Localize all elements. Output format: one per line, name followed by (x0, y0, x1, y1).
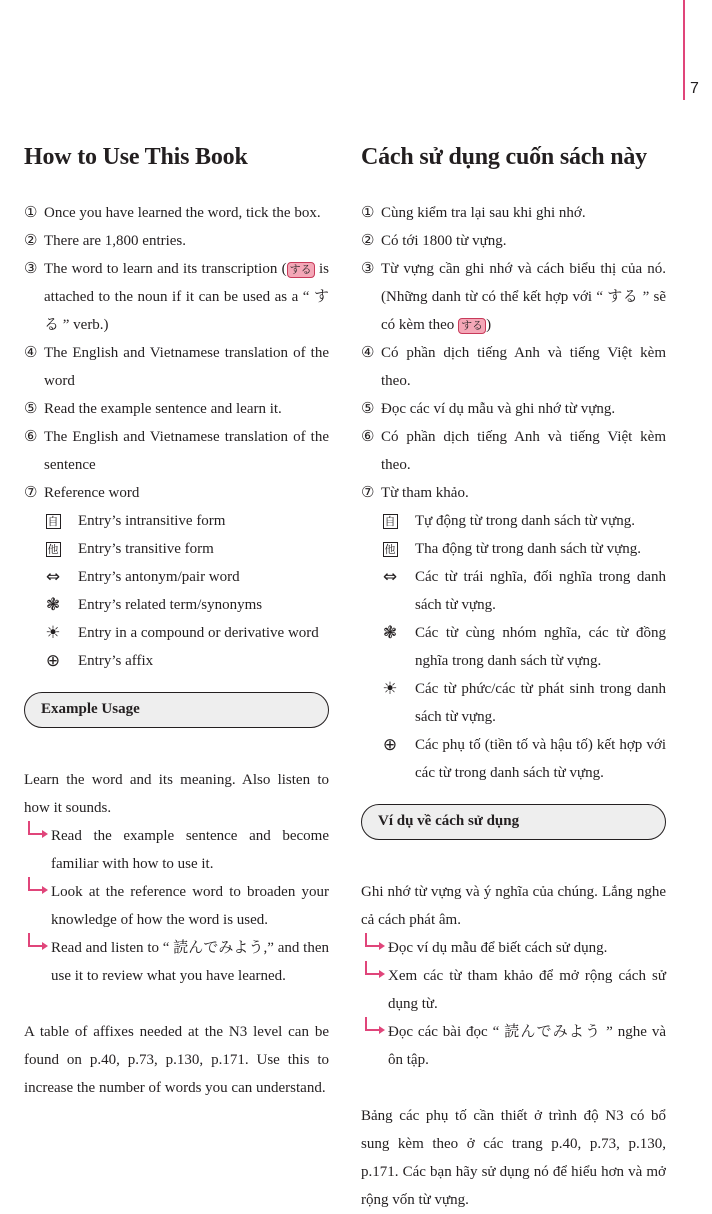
legend-item (361, 507, 666, 535)
step-item (24, 339, 329, 395)
step-item (24, 395, 329, 423)
step-text: Từ tham khảo. (381, 485, 469, 501)
usage-steps (361, 934, 666, 1074)
step-item (24, 255, 329, 339)
legend-text: Entry’s intransitive form (78, 513, 226, 529)
step-item (361, 227, 666, 255)
arrow-icon (363, 960, 387, 984)
intransitive-icon: 自 (47, 515, 59, 528)
legend-text: Các từ cùng nhóm nghĩa, các từ đồng nghĩa trong danh sách từ vựng. (415, 625, 666, 669)
antonym-icon: ⇔ (45, 567, 61, 587)
step-number: ① (24, 205, 38, 221)
step-number: ② (24, 233, 38, 249)
step-text: Cùng kiểm tra lại sau khi ghi nhớ. (381, 205, 586, 221)
suru-badge: する (287, 262, 315, 278)
legend-item (361, 675, 666, 731)
step-number: ⑦ (24, 485, 38, 501)
legend-text: Entry’s affix (78, 653, 154, 669)
legend-item (24, 563, 329, 591)
step-text: ) (486, 317, 492, 333)
page-number: 7 (690, 80, 699, 97)
step-item (361, 395, 666, 423)
step-number: ⑤ (24, 401, 38, 417)
synonym-icon: ❃ (382, 623, 398, 643)
step-number: ④ (361, 345, 375, 361)
legend-text: Tự động từ trong danh sách từ vựng. (415, 513, 635, 529)
antonym-icon: ⇔ (382, 567, 398, 587)
reference-legend (361, 507, 666, 787)
step-text: Đọc các ví dụ mẫu và ghi nhớ từ vựng. (381, 401, 616, 417)
usage-step (24, 822, 329, 878)
usage-step-text: Đọc ví dụ mẫu để biết cách sử dụng. (388, 940, 608, 956)
step-number: ⑦ (361, 485, 375, 501)
step-list (24, 199, 329, 507)
arrow-icon (363, 932, 387, 956)
arrow-icon (26, 876, 50, 900)
step-text: Có phần dịch tiếng Anh và tiếng Việt kèm theo. (381, 429, 666, 473)
step-item (361, 339, 666, 395)
step-item (361, 423, 666, 479)
example-usage-badge: Ví dụ về cách sử dụng (361, 804, 666, 840)
example-usage-badge: Example Usage (24, 692, 329, 728)
usage-step (24, 878, 329, 934)
affix-icon: ⊕ (382, 735, 398, 755)
step-item (24, 227, 329, 255)
legend-text: Các từ phức/các từ phát sinh trong danh sách từ vựng. (415, 681, 666, 725)
transitive-icon: 他 (384, 543, 396, 556)
usage-step-text: Đọc các bài đọc “ 読んでみよう ” nghe và ôn tập. (388, 1024, 666, 1068)
step-text: Once you have learned the word, tick the box. (44, 205, 321, 221)
step-item (24, 423, 329, 479)
page-edge-line (683, 0, 685, 100)
step-number: ③ (24, 261, 38, 277)
step-item (24, 479, 329, 507)
step-text: The English and Vietnamese translation of the word (44, 345, 329, 389)
legend-text: Entry’s antonym/pair word (78, 569, 240, 585)
arrow-icon (26, 820, 50, 844)
suru-badge: する (458, 318, 486, 334)
section-heading: How to Use This Book (24, 144, 248, 170)
legend-text: Các phụ tố (tiền tố và hậu tố) kết hợp với các từ trong danh sách từ vựng. (415, 737, 666, 781)
step-number: ⑥ (24, 429, 38, 445)
compound-icon: ☀ (45, 623, 61, 643)
arrow-icon (363, 1016, 387, 1040)
step-item (361, 199, 666, 227)
synonym-icon: ❃ (45, 595, 61, 615)
usage-step (361, 1018, 666, 1074)
legend-item (361, 619, 666, 675)
column-content (361, 199, 666, 1214)
section-heading: Cách sử dụng cuốn sách này (361, 144, 647, 170)
step-number: ③ (361, 261, 375, 277)
transitive-icon: 他 (47, 543, 59, 556)
usage-step-text: Xem các từ tham khảo để mở rộng cách sử dụng từ. (388, 968, 666, 1012)
legend-item (361, 563, 666, 619)
legend-item (361, 731, 666, 787)
legend-text: Entry’s transitive form (78, 541, 214, 557)
step-text: Từ vựng cần ghi nhớ và cách biểu thị của nó. (Những danh từ có thể kết hợp với “ する ” sẽ có kèm theo (381, 261, 666, 333)
column-content (24, 199, 329, 1102)
usage-step (361, 934, 666, 962)
step-item (361, 479, 666, 507)
step-number: ① (361, 205, 375, 221)
step-item (24, 199, 329, 227)
legend-item (24, 591, 329, 619)
usage-step-text: Read and listen to “ 読んでみよう,” and then use it to review what you have learned. (51, 940, 329, 984)
legend-text: Entry’s related term/synonyms (78, 597, 263, 613)
usage-step (24, 934, 329, 990)
usage-step-text: Read the example sentence and become familiar with how to use it. (51, 828, 329, 872)
affix-icon: ⊕ (45, 651, 61, 671)
step-number: ⑥ (361, 429, 375, 445)
legend-item (361, 535, 666, 563)
usage-step (361, 962, 666, 1018)
legend-text: Các từ trái nghĩa, đối nghĩa trong danh sách từ vựng. (415, 569, 666, 613)
reference-legend (24, 507, 329, 675)
step-number: ⑤ (361, 401, 375, 417)
affix-note: A table of affixes needed at the N3 level can be found on p.40, p.73, p.130, p.171. Use this to increase the number of words you can understand. (24, 1024, 329, 1096)
step-item (361, 255, 666, 339)
legend-text: Tha động từ trong danh sách từ vựng. (415, 541, 642, 557)
step-list (361, 199, 666, 507)
step-text: Reference word (44, 485, 140, 501)
legend-text: Entry in a compound or derivative word (78, 625, 319, 641)
usage-step-text: Look at the reference word to broaden your knowledge of how the word is used. (51, 884, 329, 928)
step-text: Có phần dịch tiếng Anh và tiếng Việt kèm theo. (381, 345, 666, 389)
legend-item (24, 535, 329, 563)
legend-item (24, 619, 329, 647)
usage-intro: Ghi nhớ từ vựng và ý nghĩa của chúng. Lắng nghe cả cách phát âm. (361, 884, 666, 928)
step-number: ② (361, 233, 375, 249)
arrow-icon (26, 932, 50, 956)
intransitive-icon: 自 (384, 515, 396, 528)
usage-steps (24, 822, 329, 990)
step-text: is attached to the noun if it can be used as a “ する ” verb.) (44, 261, 329, 333)
legend-item (24, 507, 329, 535)
step-text: There are 1,800 entries. (44, 233, 187, 249)
compound-icon: ☀ (382, 679, 398, 699)
legend-item (24, 647, 329, 675)
step-text: Có tới 1800 từ vựng. (381, 233, 507, 249)
step-number: ④ (24, 345, 38, 361)
step-text: The English and Vietnamese translation of the sentence (44, 429, 329, 473)
step-text: The word to learn and its transcription ( (44, 261, 287, 277)
step-text: Read the example sentence and learn it. (44, 401, 282, 417)
affix-note: Bảng các phụ tố cần thiết ở trình độ N3 có bổ sung kèm theo ở các trang p.40, p.73, p.130, p.171. Các bạn hãy sử dụng nó để hiểu hơn và mở rộng vốn từ vựng. (361, 1108, 666, 1208)
usage-intro: Learn the word and its meaning. Also listen to how it sounds. (24, 772, 329, 816)
